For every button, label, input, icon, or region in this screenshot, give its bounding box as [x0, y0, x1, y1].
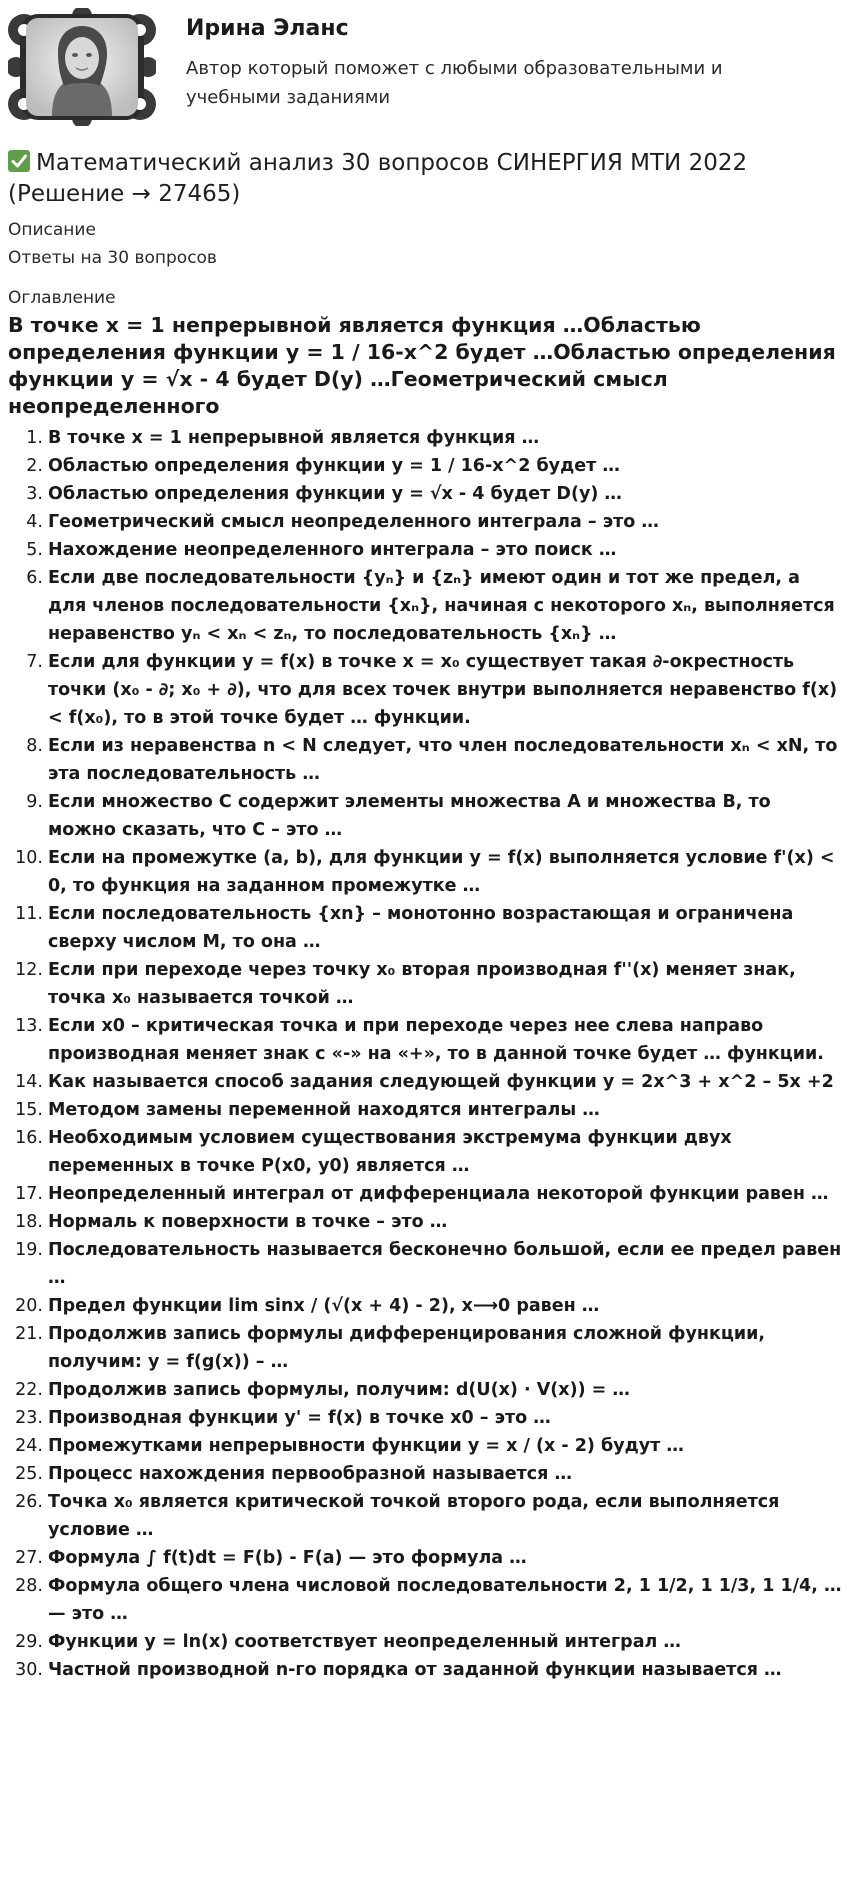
- question-number: 13.: [15, 1016, 43, 1036]
- question-number: 11.: [15, 904, 43, 924]
- author-avatar[interactable]: [8, 8, 156, 126]
- question-item: [0, 732, 846, 788]
- question-number: 18.: [15, 1212, 43, 1232]
- question-number: 27.: [15, 1548, 43, 1568]
- question-number: 9.: [26, 792, 43, 812]
- question-item: [0, 1404, 846, 1432]
- question-text: Предел функции lim sinx / (√(x + 4) - 2), x⟶0 равен …: [48, 1296, 600, 1316]
- question-item: [0, 1236, 846, 1292]
- question-text: Нахождение неопределенного интеграла – это поиск …: [48, 540, 617, 560]
- author-description: Автор который поможет с любыми образовательными и учебными заданиями: [186, 58, 723, 108]
- question-number: 7.: [26, 652, 43, 672]
- question-item: [0, 1320, 846, 1376]
- question-text: Нормаль к поверхности в точке – это …: [48, 1212, 448, 1232]
- question-number: 2.: [26, 456, 43, 476]
- question-item: [0, 424, 846, 452]
- question-text: Промежутками непрерывности функции y = x / (x - 2) будут …: [48, 1436, 684, 1456]
- question-number: 10.: [15, 848, 43, 868]
- question-number: 28.: [15, 1576, 43, 1596]
- question-item: [0, 1096, 846, 1124]
- question-item: [0, 1628, 846, 1656]
- toc-summary: В точке x = 1 непрерывной является функция …Областью определения функции y = 1 / 16-x^2 будет …Областью определения функции y = √x - 4 будет D(y) …Геометрический смысл неопределенного: [8, 313, 836, 418]
- question-number: 3.: [26, 484, 43, 504]
- check-mark-icon: [8, 150, 30, 172]
- question-item: [0, 1432, 846, 1460]
- question-text: Методом замены переменной находятся интегралы …: [48, 1100, 600, 1120]
- description-label: Описание: [8, 220, 96, 240]
- question-item: [0, 508, 846, 536]
- question-text: Областью определения функции y = √x - 4 будет D(y) …: [48, 484, 622, 504]
- description-text: Ответы на 30 вопросов: [8, 248, 217, 268]
- page-title: [8, 148, 838, 210]
- question-number: 16.: [15, 1128, 43, 1148]
- question-text: Если x0 – критическая точка и при переходе через нее слева направо производная меняет знак с «-» на «+», то в данной точке будет … функции.: [48, 1016, 824, 1064]
- question-text: Неопределенный интеграл от дифференциала некоторой функции равен …: [48, 1184, 829, 1204]
- question-text: Функции y = ln(x) соответствует неопределенный интеграл …: [48, 1632, 681, 1652]
- question-item: [0, 536, 846, 564]
- question-text: Если множество C содержит элементы множества A и множества B, то можно сказать, что C – это …: [48, 792, 771, 840]
- question-text: Если последовательность {xn} – монотонно возрастающая и ограничена сверху числом M, то она …: [48, 904, 794, 952]
- question-number: 15.: [15, 1100, 43, 1120]
- question-item: [0, 1572, 846, 1628]
- question-number: 19.: [15, 1240, 43, 1260]
- question-number: 30.: [15, 1660, 43, 1680]
- page-title-text: Математический анализ 30 вопросов СИНЕРГИЯ МТИ 2022 (Решение → 27465): [8, 150, 748, 207]
- question-number: 21.: [15, 1324, 43, 1344]
- question-number: 12.: [15, 960, 43, 980]
- question-number: 4.: [26, 512, 43, 532]
- question-text: Если для функции y = f(x) в точке x = x₀ существует такая ∂-окрестность точки (x₀ - ∂; x₀ + ∂), что для всех точек внутри выполняется неравенство f(x) < f(x₀), то в этой точке будет … функции.: [48, 652, 838, 728]
- question-number: 6.: [26, 568, 43, 588]
- author-card: [8, 8, 838, 128]
- question-item: [0, 1012, 846, 1068]
- question-number: 17.: [15, 1184, 43, 1204]
- question-item: [0, 1488, 846, 1544]
- question-text: Формула ∫ f(t)dt = F(b) - F(a) — это формула …: [48, 1548, 527, 1568]
- question-number: 24.: [15, 1436, 43, 1456]
- question-number: 25.: [15, 1464, 43, 1484]
- question-item: [0, 1292, 846, 1320]
- question-item: [0, 844, 846, 900]
- question-number: 8.: [26, 736, 43, 756]
- question-number: 22.: [15, 1380, 43, 1400]
- question-text: Последовательность называется бесконечно большой, если ее предел равен …: [48, 1240, 842, 1288]
- question-item: [0, 788, 846, 844]
- question-item: [0, 480, 846, 508]
- question-item: [0, 1124, 846, 1180]
- question-text: Геометрический смысл неопределенного интеграла – это …: [48, 512, 659, 532]
- question-text: Областью определения функции y = 1 / 16-x^2 будет …: [48, 456, 620, 476]
- question-text: Если две последовательности {yₙ} и {zₙ} имеют один и тот же предел, а для членов последовательности {xₙ}, начиная с некоторого xₙ, выполняется неравенство yₙ < xₙ < zₙ, то последовательность {xₙ} …: [48, 568, 835, 644]
- question-text: Если при переходе через точку x₀ вторая производная f''(x) меняет знак, точка x₀ называется точкой …: [48, 960, 796, 1008]
- question-number: 5.: [26, 540, 43, 560]
- question-item: [0, 900, 846, 956]
- question-list: [0, 424, 846, 1684]
- question-item: [0, 452, 846, 480]
- author-name[interactable]: Ирина Эланс: [186, 16, 349, 41]
- question-text: Частной производной n-го порядка от заданной функции называется …: [48, 1660, 782, 1680]
- question-text: Как называется способ задания следующей функции y = 2x^3 + x^2 – 5x +2: [48, 1072, 834, 1092]
- question-item: [0, 1068, 846, 1096]
- question-item: [0, 648, 846, 732]
- question-number: 1.: [26, 428, 43, 448]
- question-item: [0, 1460, 846, 1488]
- question-item: [0, 1544, 846, 1572]
- question-item: [0, 1180, 846, 1208]
- question-text: Точка x₀ является критической точкой второго рода, если выполняется условие …: [48, 1492, 780, 1540]
- question-number: 29.: [15, 1632, 43, 1652]
- question-number: 14.: [15, 1072, 43, 1092]
- question-item: [0, 1376, 846, 1404]
- question-item: [0, 956, 846, 1012]
- toc-label: Оглавление: [8, 288, 116, 308]
- question-text: Если на промежутке (a, b), для функции y = f(x) выполняется условие f'(x) < 0, то функция на заданном промежутке …: [48, 848, 835, 896]
- question-number: 23.: [15, 1408, 43, 1428]
- question-text: В точке x = 1 непрерывной является функция …: [48, 428, 540, 448]
- question-text: Необходимым условием существования экстремума функции двух переменных в точке P(x0, y0) является …: [48, 1128, 732, 1176]
- question-text: Формула общего члена числовой последовательности 2, 1 1/2, 1 1/3, 1 1/4, … — это …: [48, 1576, 842, 1624]
- question-item: [0, 564, 846, 648]
- question-item: [0, 1208, 846, 1236]
- question-number: 20.: [15, 1296, 43, 1316]
- question-text: Продолжив запись формулы, получим: d(U(x) · V(x)) = …: [48, 1380, 630, 1400]
- question-text: Продолжив запись формулы дифференцирования сложной функции, получим: y = f(g(x)) – …: [48, 1324, 766, 1372]
- question-text: Процесс нахождения первообразной называется …: [48, 1464, 572, 1484]
- question-text: Если из неравенства n < N следует, что член последовательности xₙ < xN, то эта последовательность …: [48, 736, 838, 784]
- question-text: Производная функции y' = f(x) в точке x0 – это …: [48, 1408, 551, 1428]
- question-number: 26.: [15, 1492, 43, 1512]
- question-item: [0, 1656, 846, 1684]
